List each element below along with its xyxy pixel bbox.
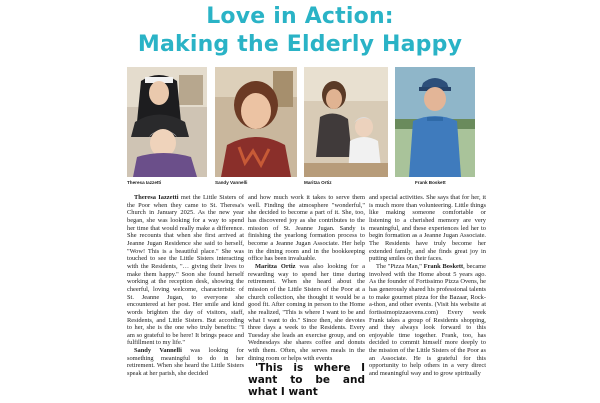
article-column-3: [369, 194, 486, 403]
article-paragraph: [127, 347, 244, 378]
photo-maritza-ortiz: [304, 67, 388, 177]
paragraph-text: met the Little Sisters of the Poor when they came to St. Theresa's Church in January 2025. As the new year began, she was looking for a way to spend her time that would really make a difference. She recounts that when she first arrived at Jeanne Jugan Residence she said to herself, "Wow! This is a beautiful place." She was touched to see the Little Sisters interacting with the Residents, "… giving their lives to make them happy." Soon she found herself working at the reception desk, showing the cheerful, loving welcome, characteristic of St. Jeanne Jugan, to everyone she encountered at her post. Her smile and kind words brighten the day of visitors, staff, Residents, and Little Sisters. But according to her, she is the one who truly benefits: "I am so grateful to be here! It brings peace and fulfillment to my life.": [127, 194, 244, 347]
headline-line-2: Making the Elderly Happy: [137, 32, 463, 57]
article-paragraph: [369, 263, 486, 378]
paragraph-text: and how much work it takes to serve them well. Finding the atmosphere "wonderful," she decided to become a part of it. She, too, has discovered joy as she contributes to the mission of St. Jeanne Jugan. Sandy is finishing the yearlong formation process to become a Jeanne Jugan Associate. Her help in the dining room and in the bookkeeping office has been invaluable.: [248, 194, 365, 263]
person-name: Frank Boskett: [423, 262, 464, 270]
article-paragraph: [369, 194, 486, 263]
photo-maritza-ortiz-image: [304, 67, 388, 177]
person-name: Sandy Vannelli: [134, 347, 182, 355]
photo-sandy-vannelli: [215, 67, 297, 177]
article-column-1: [127, 194, 244, 403]
person-name: Maritza Ortiz: [255, 262, 296, 270]
photo-caption: Maritza Ortiz: [304, 180, 332, 185]
article-paragraph: [248, 194, 365, 263]
photo-theresa-iazzetti-image: [127, 67, 207, 177]
article-column-2: [248, 194, 365, 403]
photo-caption: Sandy Vannelli: [215, 180, 248, 185]
paragraph-text: , became involved with the Home about 5 years ago. As the founder of Fortissimo Pizza Ovens, he has generously shared his professional talents to make gourmet pizza for the Bazaar, Rock-a-thon, and other events. (Visit his website at fortissimopizzaovens.com) Every week Frank takes a group of Residents shopping, and they always look forward to this enjoyable time together. Frank, too, has decided to commit himself more deeply to the mission of the Little Sisters of the Poor as an Associate. He is grateful for this opportunity to help others in a very direct and meaningful way and to grow spiritually: [369, 262, 486, 378]
pull-quote: 'This is where I want to be and what I want: [248, 362, 365, 399]
photo-frank-boskett-image: [395, 67, 475, 177]
article-paragraph: [248, 263, 365, 363]
paragraph-text: The "Pizza Man,": [376, 262, 424, 270]
paragraph-text: was also looking for a rewarding way to spend her time during retirement. When she heard about the mission of the Little Sisters of the Poor at a church collection, she thought it would be a good fit. After coming in person to the Home she realized, "This is where I want to be and what I want to do." Since then, she devotes three days a week to the Residents. Every Tuesday she leads an exercise group, and on Wednesdays she shares coffee and donuts with them. Often, she serves meals in the dining room or helps with events: [248, 262, 365, 362]
paragraph-text: was looking for something meaningful to do in her retirement. When she heard the Little Sisters speak at her parish, she decided: [127, 347, 244, 378]
headline-line-1: Love in Action:: [206, 4, 394, 29]
photo-frank-boskett: [395, 67, 475, 177]
paragraph-text: and special activities. She says that for her, it is much more than volunteering. Little things like making someone comfortable or listening to a cherished memory are very meaningful, and these experiences led her to begin formation as a Jeanne Jugan Associate. The Residents have truly become her extended family, and she finds great joy in putting smiles on their faces.: [369, 194, 486, 263]
photo-caption: Theresa Iazzetti: [127, 180, 162, 185]
photo-caption: Frank Boskett: [415, 180, 446, 185]
photo-sandy-vannelli-image: [215, 67, 297, 177]
person-name: Theresa Iazzetti: [134, 194, 179, 201]
photo-theresa-iazzetti: [127, 67, 207, 177]
article-paragraph: [127, 194, 244, 347]
